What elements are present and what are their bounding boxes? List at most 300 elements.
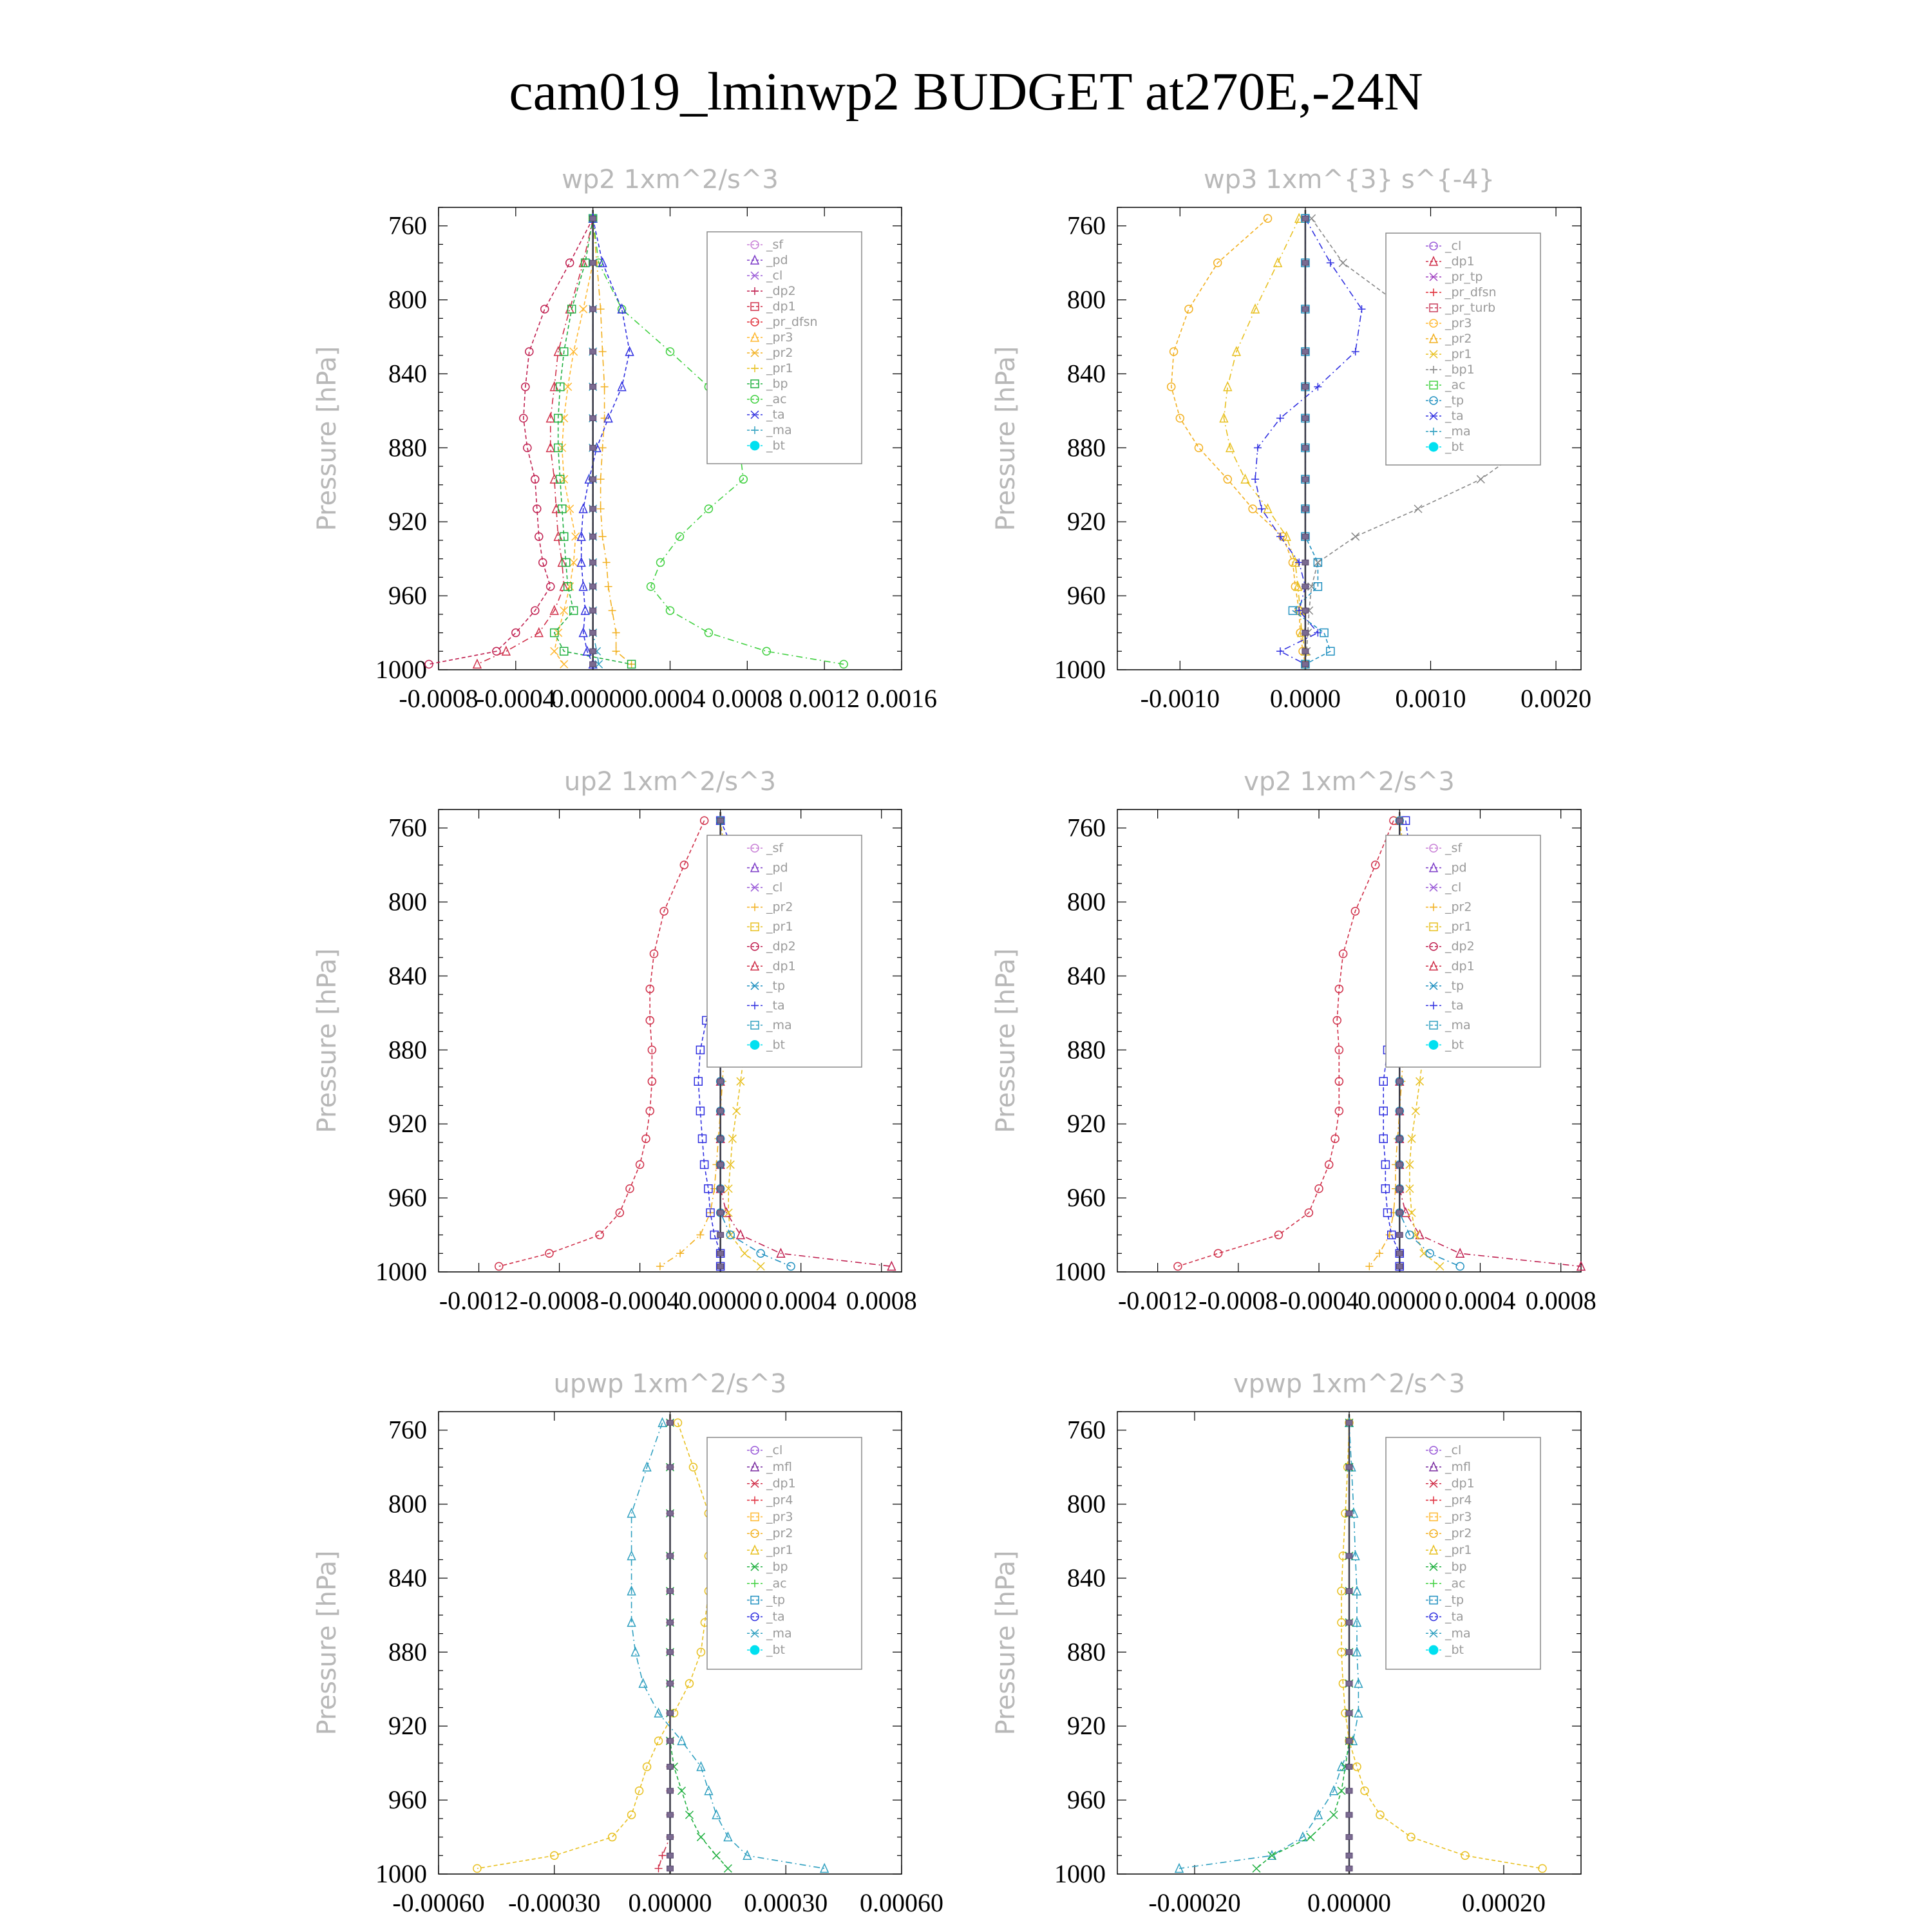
y-tick-label: 800 xyxy=(388,887,427,916)
data-point xyxy=(551,647,558,655)
legend-label: _ma xyxy=(1445,1018,1471,1032)
series-line xyxy=(477,218,593,664)
legend-label: _cl xyxy=(1445,239,1462,253)
y-tick-label: 880 xyxy=(1067,433,1106,462)
legend xyxy=(707,835,862,1067)
legend-label: _pr1 xyxy=(1445,1543,1472,1558)
data-point xyxy=(724,1864,732,1872)
chart-panel-5 xyxy=(312,1369,943,1917)
y-axis-label: Pressure [hPa] xyxy=(991,1550,1021,1736)
data-point xyxy=(590,560,596,565)
data-point xyxy=(677,1787,685,1795)
series-line xyxy=(477,1423,709,1868)
legend-label: _ta xyxy=(766,408,785,422)
legend-label: _pr2 xyxy=(1445,332,1472,346)
legend-label: _cl xyxy=(766,880,783,895)
data-point xyxy=(1253,1864,1260,1872)
y-tick-label: 840 xyxy=(388,359,427,388)
legend-label: _tp xyxy=(1445,393,1464,408)
legend-label: _ta xyxy=(1445,409,1464,423)
x-tick-label: 0.00000 xyxy=(678,1286,762,1315)
y-tick-label: 840 xyxy=(388,961,427,990)
series-bt xyxy=(667,1420,674,1871)
data-point xyxy=(1302,661,1309,667)
data-point xyxy=(597,475,605,483)
data-point xyxy=(560,660,568,668)
data-point xyxy=(1396,1251,1403,1256)
data-point xyxy=(566,259,574,267)
data-point xyxy=(1346,1835,1352,1840)
series-dp1 xyxy=(1174,817,1397,1270)
data-point xyxy=(1302,260,1309,265)
x-tick-label: 0.0016 xyxy=(866,684,937,713)
y-tick-label: 880 xyxy=(388,1035,427,1065)
data-point xyxy=(724,1209,732,1217)
legend xyxy=(1386,1437,1540,1669)
data-point xyxy=(1346,1764,1352,1769)
legend-label: _tp xyxy=(766,1593,786,1607)
legend-label: _ma xyxy=(1445,424,1471,439)
data-point xyxy=(659,1852,667,1859)
data-point xyxy=(1327,259,1334,267)
data-point xyxy=(820,1864,828,1872)
data-point xyxy=(1302,534,1309,539)
x-tick-label: -0.0004 xyxy=(1279,1286,1359,1315)
series-line xyxy=(429,218,593,664)
legend-label: _pr_turb xyxy=(1445,301,1496,315)
y-tick-label: 840 xyxy=(1067,961,1106,990)
data-point xyxy=(512,629,520,637)
chart-panel-2 xyxy=(991,165,1591,713)
y-tick-label: 840 xyxy=(1067,1563,1106,1593)
data-point xyxy=(685,1811,693,1819)
data-point xyxy=(1396,1210,1403,1215)
data-point xyxy=(1346,1620,1352,1625)
data-point xyxy=(1302,630,1309,636)
x-tick-label: -0.0004 xyxy=(600,1286,680,1315)
data-point xyxy=(1346,1464,1352,1470)
legend-label: _pr1 xyxy=(1445,347,1472,361)
data-point xyxy=(667,1835,674,1840)
data-point xyxy=(667,1649,674,1654)
legend-label: _dp2 xyxy=(766,284,796,298)
x-tick-label: -0.0008 xyxy=(519,1286,600,1315)
data-point xyxy=(1396,1186,1403,1191)
legend-label: _pr2 xyxy=(766,900,793,914)
data-point xyxy=(1302,349,1309,354)
series-line xyxy=(1179,1423,1358,1868)
data-point xyxy=(1346,1589,1352,1594)
x-tick-label: 0.00030 xyxy=(744,1888,828,1917)
data-point xyxy=(705,629,712,637)
legend-label: _bt xyxy=(766,1643,786,1658)
x-tick-label: 0.0010 xyxy=(1395,684,1466,713)
data-point xyxy=(667,1764,674,1769)
series-pr2 xyxy=(589,214,636,668)
legend-label: _pr4 xyxy=(766,1493,793,1508)
data-point xyxy=(597,505,605,513)
legend-label: _pr2 xyxy=(1445,900,1472,914)
data-point xyxy=(590,415,596,421)
legend-label: _tp xyxy=(1445,978,1464,993)
data-point xyxy=(667,1788,674,1794)
legend-label: _ma xyxy=(766,1626,792,1641)
legend-label: _dp2 xyxy=(1445,939,1475,954)
data-point xyxy=(1358,305,1365,313)
legend-label: _bt xyxy=(766,439,786,453)
series-line xyxy=(499,820,705,1266)
series-pr1 xyxy=(1220,214,1309,668)
data-point xyxy=(1396,1079,1403,1084)
legend-label: _pd xyxy=(766,860,788,875)
legend-label: _tp xyxy=(766,978,786,993)
legend-label: _pr1 xyxy=(1445,920,1472,934)
data-point xyxy=(1185,305,1193,313)
x-tick-label: -0.0012 xyxy=(439,1286,519,1315)
data-point xyxy=(1346,1866,1352,1871)
data-point xyxy=(1302,384,1309,390)
legend xyxy=(707,232,862,464)
y-tick-label: 800 xyxy=(1067,1489,1106,1519)
legend xyxy=(1386,233,1540,465)
data-point xyxy=(1352,533,1359,540)
y-tick-label: 960 xyxy=(388,1183,427,1213)
data-point xyxy=(1330,1811,1338,1819)
data-point xyxy=(667,1866,674,1871)
data-point xyxy=(667,1589,674,1594)
legend-label: _bt xyxy=(1445,1643,1464,1658)
y-tick-label: 760 xyxy=(1067,211,1106,240)
y-axis-label: Pressure [hPa] xyxy=(312,948,342,1133)
legend-label: _dp1 xyxy=(766,1476,796,1491)
figure-title: cam019_lminwp2 BUDGET at270E,-24N xyxy=(509,62,1423,122)
y-tick-label: 1000 xyxy=(375,655,427,684)
data-point xyxy=(1346,1812,1352,1817)
x-tick-label: 0.0000 xyxy=(1269,684,1341,713)
y-tick-label: 920 xyxy=(1067,1109,1106,1139)
data-point xyxy=(705,1786,712,1795)
data-point xyxy=(1195,444,1202,451)
panel-title: upwp 1xm^2/s^3 xyxy=(553,1369,787,1399)
y-tick-label: 1000 xyxy=(1054,655,1106,684)
legend-label: _ac xyxy=(1445,378,1466,392)
legend-label: _bp xyxy=(1445,1559,1467,1574)
data-point xyxy=(1436,1262,1444,1270)
legend-label: _bp1 xyxy=(1445,363,1475,377)
legend-label: _ta xyxy=(766,1609,785,1624)
series-line xyxy=(1178,820,1394,1266)
data-point xyxy=(495,1262,503,1270)
data-point xyxy=(717,1251,724,1256)
legend-label: _ta xyxy=(1445,998,1464,1013)
data-point xyxy=(1302,477,1309,482)
data-point xyxy=(1346,1681,1352,1686)
series-bt xyxy=(1302,216,1309,667)
y-tick-label: 960 xyxy=(388,581,427,611)
x-tick-label: 0.0020 xyxy=(1520,684,1592,713)
legend-marker xyxy=(750,1645,759,1654)
series-ta xyxy=(578,214,634,668)
y-tick-label: 1000 xyxy=(375,1859,427,1888)
legend-label: _ta xyxy=(1445,1609,1464,1624)
data-point xyxy=(656,1262,664,1270)
data-point xyxy=(1346,1788,1352,1794)
x-tick-label: 0.00020 xyxy=(1462,1888,1546,1917)
x-tick-label: 0.0012 xyxy=(789,684,860,713)
legend-label: _pr_dfsn xyxy=(1445,285,1497,299)
legend-label: _pr2 xyxy=(766,346,793,360)
y-tick-label: 920 xyxy=(388,507,427,536)
x-tick-label: -0.00030 xyxy=(508,1888,601,1917)
data-point xyxy=(1361,1787,1368,1795)
data-point xyxy=(757,1249,764,1257)
data-point xyxy=(717,1136,724,1141)
data-point xyxy=(1353,1763,1361,1770)
y-tick-label: 800 xyxy=(1067,285,1106,314)
legend-label: _dp1 xyxy=(1445,254,1475,269)
data-point xyxy=(590,584,596,589)
data-point xyxy=(590,661,596,667)
data-point xyxy=(1251,475,1259,483)
data-point xyxy=(590,349,596,354)
x-tick-label: -0.00020 xyxy=(1148,1888,1241,1917)
legend-label: _ac xyxy=(766,392,787,406)
data-point xyxy=(566,505,574,513)
data-point xyxy=(717,1186,724,1191)
legend-label: _sf xyxy=(766,841,784,855)
data-point xyxy=(566,305,574,313)
legend-label: _bt xyxy=(1445,440,1464,454)
data-point xyxy=(737,1231,744,1239)
legend-label: _dp1 xyxy=(766,299,796,314)
legend-label: _ac xyxy=(1445,1576,1466,1591)
y-tick-label: 880 xyxy=(388,1637,427,1667)
legend xyxy=(1386,835,1540,1067)
y-tick-label: 1000 xyxy=(1054,1257,1106,1286)
series-line xyxy=(593,218,632,664)
data-point xyxy=(596,1231,603,1239)
data-point xyxy=(560,607,568,614)
data-point xyxy=(605,583,612,591)
data-point xyxy=(609,1833,616,1841)
data-point xyxy=(1396,1162,1403,1167)
legend-marker xyxy=(750,441,759,450)
data-point xyxy=(717,818,724,823)
y-tick-label: 880 xyxy=(1067,1637,1106,1667)
data-point xyxy=(1314,383,1321,391)
y-axis-label: Pressure [hPa] xyxy=(312,1550,342,1736)
data-point xyxy=(541,305,549,313)
data-point xyxy=(655,1737,663,1745)
series-line xyxy=(1171,218,1305,664)
x-tick-label: -0.0012 xyxy=(1117,1286,1198,1315)
data-point xyxy=(1302,506,1309,511)
data-point xyxy=(1302,608,1309,613)
data-point xyxy=(1302,584,1309,589)
data-point xyxy=(590,216,596,221)
legend-label: _bp xyxy=(766,1559,788,1574)
series-line xyxy=(593,218,599,664)
data-point xyxy=(667,1464,674,1470)
data-point xyxy=(580,305,587,313)
data-point xyxy=(1268,1852,1276,1859)
data-point xyxy=(1396,1233,1403,1238)
x-tick-label: 0.00000 xyxy=(551,684,635,713)
data-point xyxy=(655,1864,663,1872)
y-tick-label: 960 xyxy=(1067,1183,1106,1213)
legend-label: _sf xyxy=(1445,841,1463,855)
data-point xyxy=(603,558,611,566)
data-point xyxy=(1276,647,1284,655)
legend-label: _pr3 xyxy=(766,330,793,345)
series-line xyxy=(1255,218,1361,664)
data-point xyxy=(1302,649,1309,654)
x-tick-label: 0.0008 xyxy=(1525,1286,1596,1315)
legend-label: _dp1 xyxy=(1445,959,1475,974)
legend-marker xyxy=(1429,442,1438,451)
x-tick-label: -0.0008 xyxy=(399,684,478,713)
data-point xyxy=(667,1738,674,1743)
data-point xyxy=(612,629,620,637)
legend-label: _bt xyxy=(766,1037,786,1052)
data-point xyxy=(667,1620,674,1625)
data-point xyxy=(1339,259,1347,267)
data-point xyxy=(685,1680,693,1687)
data-point xyxy=(717,1108,724,1113)
data-point xyxy=(1307,1833,1314,1841)
x-tick-label: 0.0008 xyxy=(712,684,783,713)
x-tick-label: 0.0004 xyxy=(634,684,706,713)
legend-marker xyxy=(1429,1645,1438,1654)
data-point xyxy=(712,1852,720,1859)
series-line xyxy=(1224,218,1305,664)
legend-label: _cl xyxy=(1445,880,1462,895)
legend-label: _ma xyxy=(1445,1626,1471,1641)
data-point xyxy=(1396,1108,1403,1113)
series-dp1 xyxy=(655,1419,674,1872)
panel-title: vp2 1xm^2/s^3 xyxy=(1244,767,1455,797)
y-tick-label: 920 xyxy=(1067,507,1106,536)
series-dp1 xyxy=(473,214,597,668)
data-point xyxy=(1302,216,1309,221)
legend-label: _pd xyxy=(1445,860,1467,875)
data-point xyxy=(599,348,607,355)
y-tick-label: 800 xyxy=(388,285,427,314)
data-point xyxy=(599,533,607,540)
panel-title: up2 1xm^2/s^3 xyxy=(564,767,777,797)
data-point xyxy=(717,1233,724,1238)
y-axis-label: Pressure [hPa] xyxy=(991,346,1021,531)
data-point xyxy=(1346,1853,1352,1858)
y-tick-label: 880 xyxy=(1067,1035,1106,1065)
chart-panel-1 xyxy=(312,165,937,713)
legend-label: _pd xyxy=(766,253,788,267)
data-point xyxy=(590,608,596,613)
data-point xyxy=(1477,475,1484,483)
data-point xyxy=(590,506,596,511)
data-point xyxy=(1302,415,1309,421)
legend-label: _pr1 xyxy=(766,361,793,375)
y-tick-label: 760 xyxy=(388,1415,427,1444)
data-point xyxy=(667,1681,674,1686)
legend-label: _bt xyxy=(1445,1037,1464,1052)
legend-marker xyxy=(750,1040,759,1049)
data-point xyxy=(1346,1511,1352,1516)
data-point xyxy=(667,1853,674,1858)
legend-label: _cl xyxy=(1445,1443,1462,1457)
series-ma xyxy=(1175,1418,1362,1872)
data-point xyxy=(590,534,596,539)
series-dp1 xyxy=(495,817,708,1270)
legend-label: _ta xyxy=(766,998,785,1013)
data-point xyxy=(590,384,596,390)
y-tick-label: 880 xyxy=(388,433,427,462)
data-point xyxy=(547,583,554,591)
y-tick-label: 760 xyxy=(1067,813,1106,842)
data-point xyxy=(1352,348,1359,355)
data-point xyxy=(590,260,596,265)
data-point xyxy=(697,1833,705,1841)
legend-label: _ma xyxy=(766,423,792,437)
data-point xyxy=(667,1812,674,1817)
data-point xyxy=(1346,1710,1352,1716)
series-pr3 xyxy=(551,214,597,668)
data-point xyxy=(1338,1787,1345,1795)
series-line xyxy=(659,1423,670,1868)
y-tick-label: 840 xyxy=(1067,359,1106,388)
data-point xyxy=(667,1553,674,1558)
x-tick-label: -0.0010 xyxy=(1140,684,1220,713)
y-tick-label: 920 xyxy=(1067,1711,1106,1741)
data-point xyxy=(667,1710,674,1716)
y-tick-label: 1000 xyxy=(375,1257,427,1286)
y-tick-label: 960 xyxy=(1067,581,1106,611)
data-point xyxy=(659,1418,667,1426)
x-tick-label: 0.00060 xyxy=(860,1888,943,1917)
legend-label: _pr3 xyxy=(1445,316,1472,330)
data-point xyxy=(1407,1833,1415,1841)
data-point xyxy=(1274,258,1282,267)
legend-label: _dp1 xyxy=(766,959,796,974)
x-tick-label: 0.0004 xyxy=(1444,1286,1516,1315)
legend-label: _ma xyxy=(766,1018,792,1032)
data-point xyxy=(609,607,616,614)
data-point xyxy=(1396,1264,1403,1269)
series-bt xyxy=(590,216,596,667)
legend-label: _sf xyxy=(766,238,784,252)
y-tick-label: 960 xyxy=(1067,1785,1106,1815)
data-point xyxy=(717,1162,724,1167)
y-tick-label: 840 xyxy=(388,1563,427,1593)
panel-title: wp3 1xm^{3} s^{-4} xyxy=(1203,165,1495,194)
data-point xyxy=(1456,1262,1464,1270)
legend-label: _pr3 xyxy=(766,1510,793,1524)
data-point xyxy=(717,1210,724,1215)
data-point xyxy=(612,647,620,655)
data-point xyxy=(639,1679,647,1687)
legend-label: _pr4 xyxy=(1445,1493,1472,1508)
x-tick-label: 0.0004 xyxy=(765,1286,837,1315)
legend-label: _pr3 xyxy=(1445,1510,1472,1524)
data-point xyxy=(590,445,596,450)
data-point xyxy=(1346,1738,1352,1743)
data-point xyxy=(667,1420,674,1425)
x-tick-label: 0.00000 xyxy=(628,1888,712,1917)
series-dp2 xyxy=(425,214,597,668)
data-point xyxy=(1346,1553,1352,1558)
data-point xyxy=(1346,1649,1352,1654)
legend-label: _pr2 xyxy=(1445,1526,1472,1541)
